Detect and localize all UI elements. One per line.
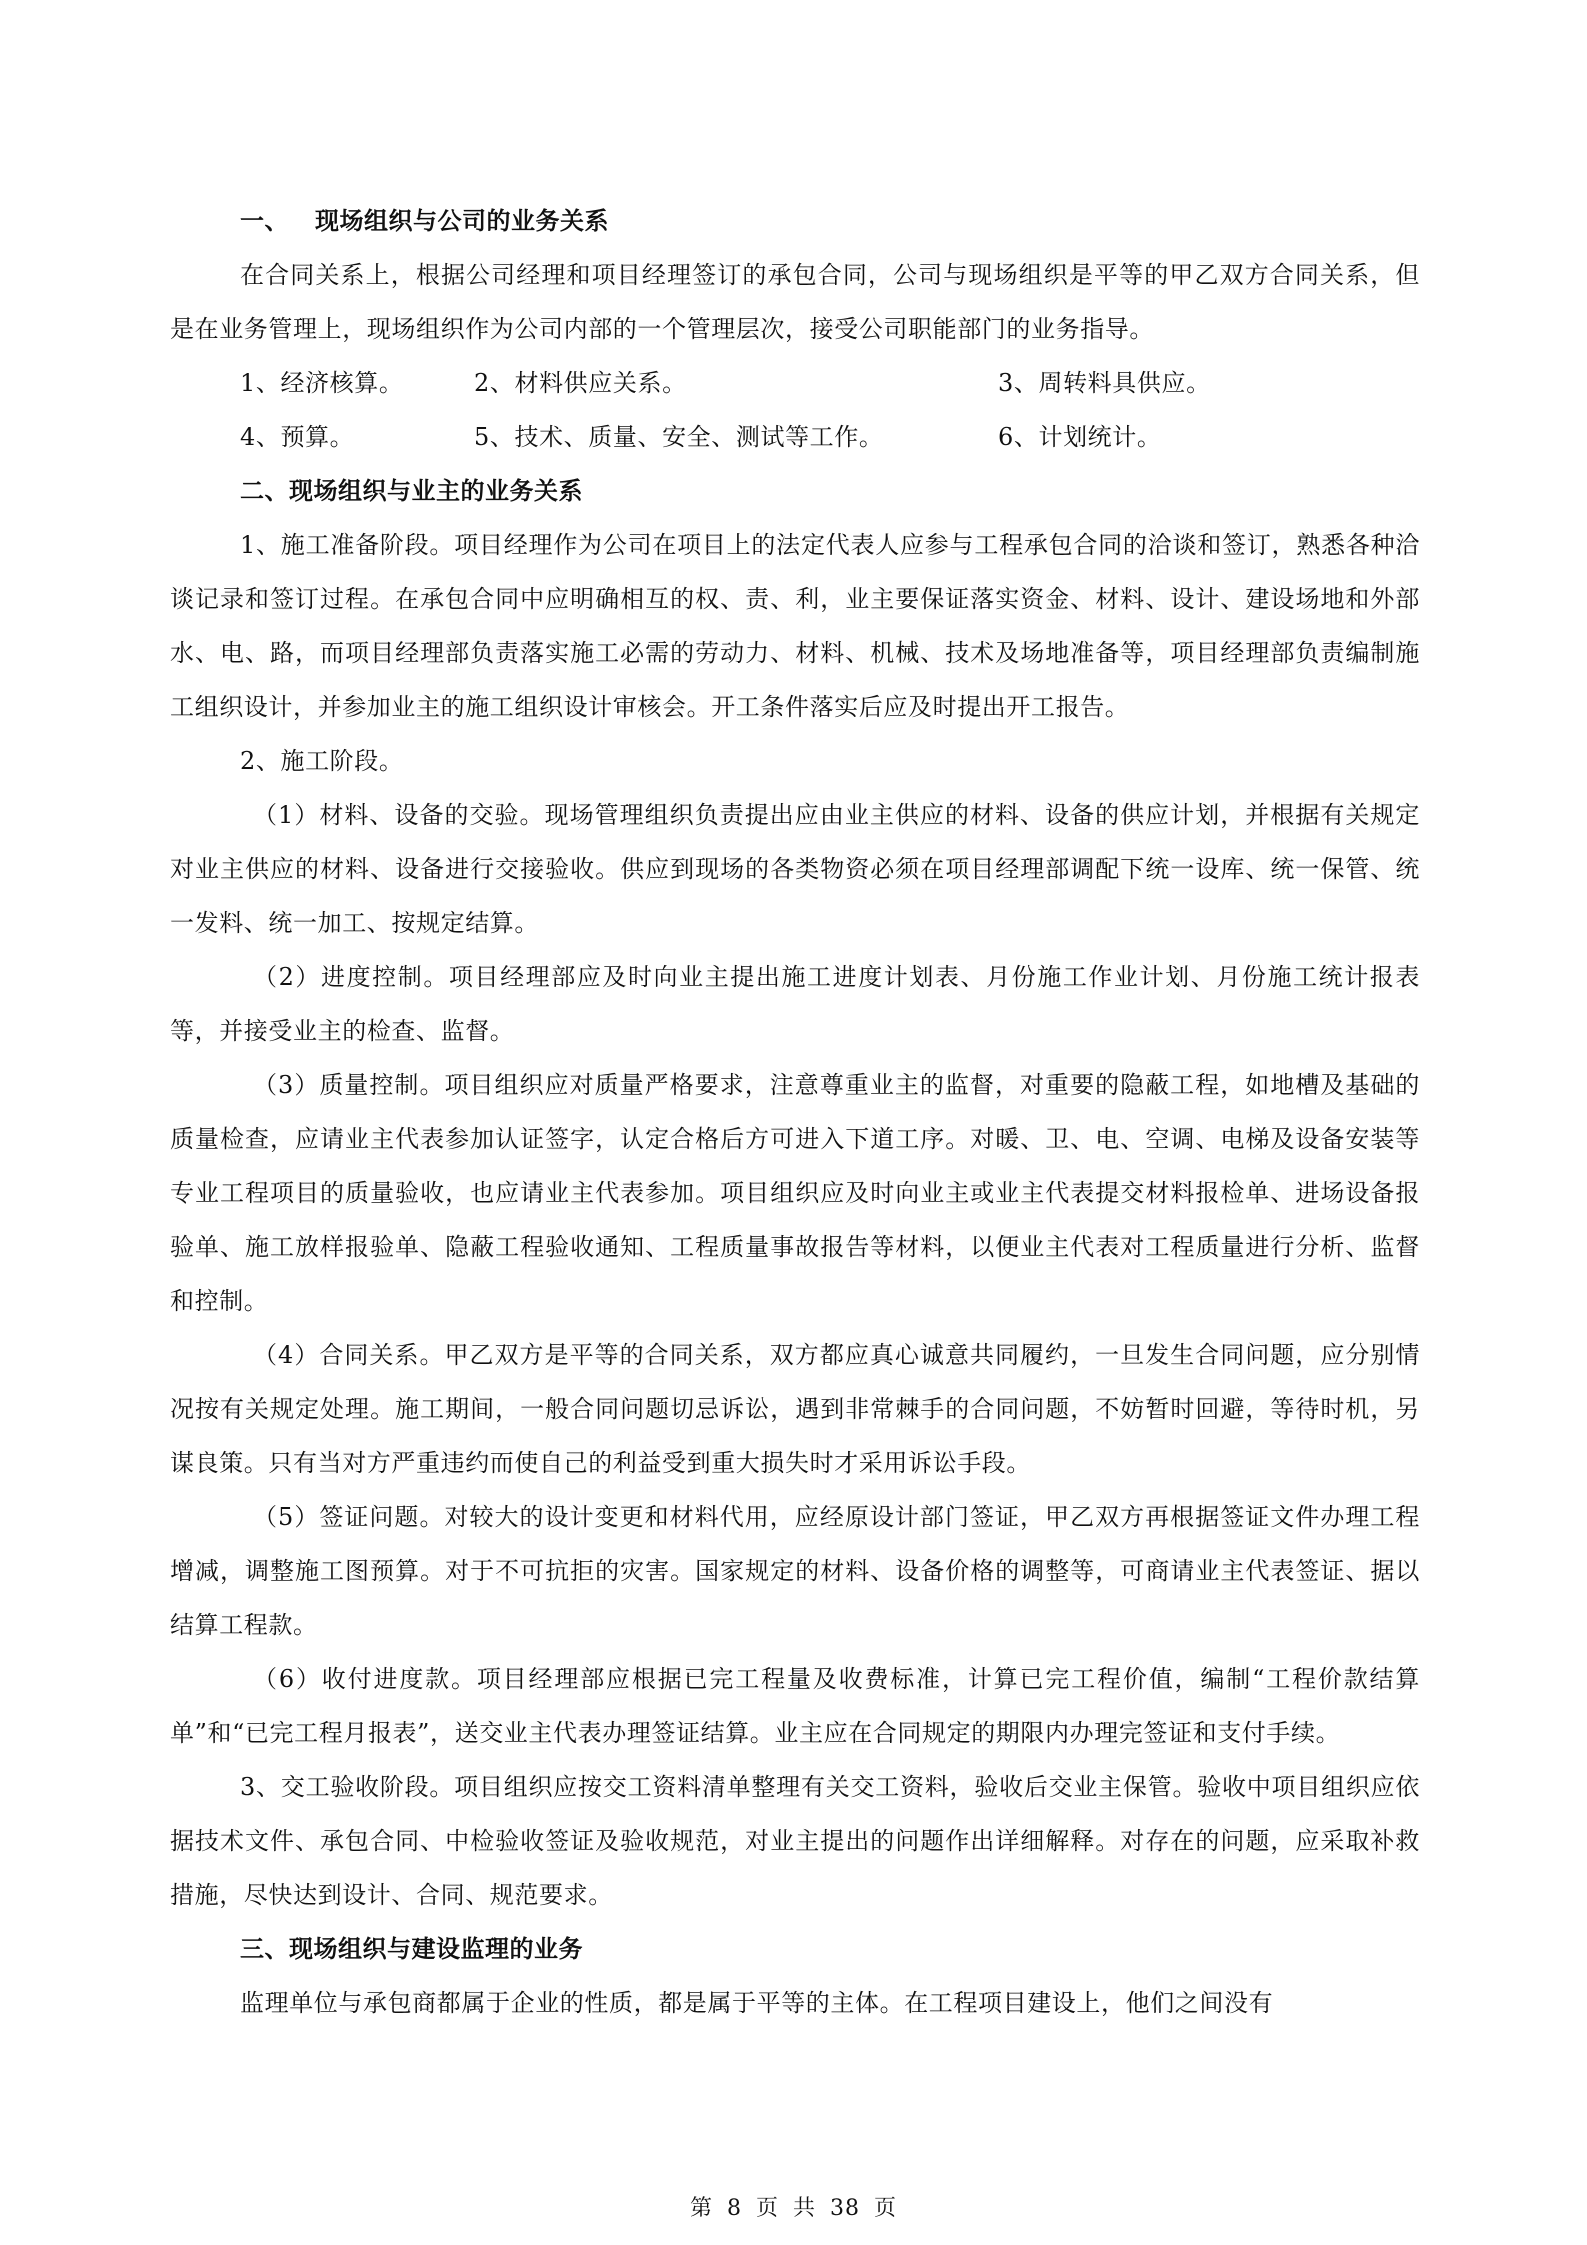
section2-sub4-paragraph: （4）合同关系。甲乙双方是平等的合同关系，双方都应真心诚意共同履约，一旦发生合同问题，应分别情况按有关规定处理。施工期间，一般合同问题切忌诉讼，遇到非常棘手的合同问题，不妨暂时回避，等待时机，另谋良策。只有当对方严重违约而使自己的利益受到重大损失时才采用诉讼手段。	[170, 1341, 1420, 1477]
section1-heading-text: 现场组织与公司的业务关系	[315, 206, 609, 235]
section2-heading: 二、现场组织与业主的业务关系	[240, 476, 583, 505]
page-footer: 第 8 页 共 38 页	[690, 2196, 897, 2221]
section2-sub6-paragraph: （6）收付进度款。项目经理部应根据已完工程量及收费标准，计算已完工程价值，编制“工程价款结算单”和“已完工程月报表”，送交业主代表办理签证结算。业主应在合同规定的期限内办理完签证和支付手续。	[170, 1665, 1420, 1747]
document-body	[170, 194, 1420, 2030]
section2-stage3-paragraph: 3、交工验收阶段。项目组织应按交工资料清单整理有关交工资料，验收后交业主保管。验收中项目组织应依据技术文件、承包合同、中检验收签证及验收规范，对业主提出的问题作出详细解释。对存在的问题，应采取补救措施，尽快达到设计、合同、规范要求。	[170, 1773, 1420, 1909]
list-item: 4、预算。	[240, 423, 355, 451]
section1-heading-number: 一、	[240, 206, 289, 235]
list-item: 6、计划统计。	[998, 423, 1162, 451]
section2-sub5-paragraph: （5）签证问题。对较大的设计变更和材料代用，应经原设计部门签证，甲乙双方再根据签证文件办理工程增减，调整施工图预算。对于不可抗拒的灾害。国家规定的材料、设备价格的调整等，可商请业主代表签证、据以结算工程款。	[170, 1503, 1420, 1639]
section3-paragraph: 监理单位与承包商都属于企业的性质，都是属于平等的主体。在工程项目建设上，他们之间没有	[240, 1989, 1274, 2017]
section2-sub3-paragraph: （3）质量控制。项目组织应对质量严格要求，注意尊重业主的监督，对重要的隐蔽工程，如地槽及基础的质量检查，应请业主代表参加认证签字，认定合格后方可进入下道工序。对暖、卫、电、空调、电梯及设备安装等专业工程项目的质量验收，也应请业主代表参加。项目组织应及时向业主或业主代表提交材料报检单、进场设备报验单、施工放样报验单、隐蔽工程验收通知、工程质量事故报告等材料，以便业主代表对工程质量进行分析、监督和控制。	[170, 1071, 1420, 1315]
list-item: 3、周转料具供应。	[998, 369, 1211, 397]
section1-items-row	[170, 410, 1420, 464]
section2-sub2-paragraph: （2）进度控制。项目经理部应及时向业主提出施工进度计划表、月份施工作业计划、月份施工统计报表等，并接受业主的检查、监督。	[170, 963, 1420, 1045]
section2-sub1-paragraph: （1）材料、设备的交验。现场管理组织负责提出应由业主供应的材料、设备的供应计划，并根据有关规定对业主供应的材料、设备进行交接验收。供应到现场的各类物资必须在项目经理部调配下统一设库、统一保管、统一发料、统一加工、按规定结算。	[170, 801, 1420, 937]
section2-stage1-paragraph: 1、施工准备阶段。项目经理作为公司在项目上的法定代表人应参与工程承包合同的洽谈和签订，熟悉各种洽谈记录和签订过程。在承包合同中应明确相互的权、责、利，业主要保证落实资金、材料、设计、建设场地和外部水、电、路，而项目经理部负责落实施工必需的劳动力、材料、机械、技术及场地准备等，项目经理部负责编制施工组织设计，并参加业主的施工组织设计审核会。开工条件落实后应及时提出开工报告。	[170, 531, 1420, 721]
list-item: 2、材料供应关系。	[474, 369, 687, 397]
list-item: 1、经济核算。	[240, 369, 404, 397]
section1-paragraph: 在合同关系上，根据公司经理和项目经理签订的承包合同，公司与现场组织是平等的甲乙双方合同关系，但是在业务管理上，现场组织作为公司内部的一个管理层次，接受公司职能部门的业务指导。	[170, 261, 1420, 343]
list-item: 5、技术、质量、安全、测试等工作。	[474, 423, 884, 451]
section2-stage2-paragraph: 2、施工阶段。	[240, 747, 404, 775]
section1-items-row	[170, 356, 1420, 410]
section3-heading: 三、现场组织与建设监理的业务	[240, 1934, 583, 1963]
section1-heading	[170, 194, 1420, 248]
